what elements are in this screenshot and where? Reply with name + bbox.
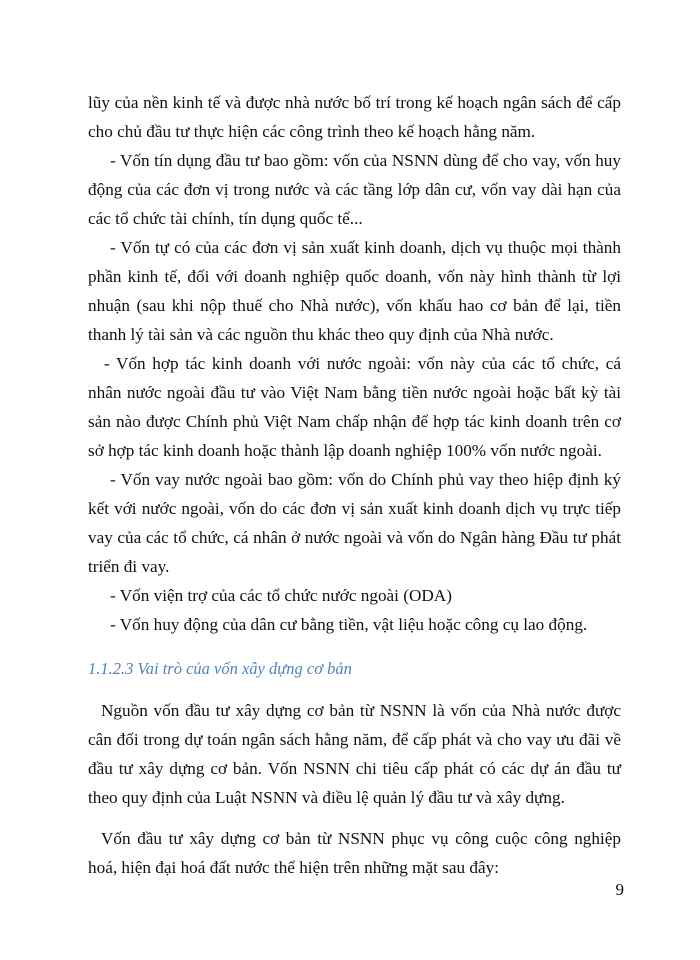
list-item-public-mobilization: - Vốn huy động của dân cư bằng tiền, vật liệu hoặc công cụ lao động. xyxy=(110,615,588,634)
body-paragraph-industrialization: Vốn đầu tư xây dựng cơ bản từ NSNN phục vụ công cuộc công nghiệp hoá, hiện đại hoá đất nước thể hiện trên những mặt sau đây: xyxy=(88,829,621,877)
body-paragraph-budget: Nguồn vốn đầu tư xây dựng cơ bản từ NSNN là vốn của Nhà nước được cân đối trong dự toán ngân sách hằng năm, để cấp phát và cho vay ưu đãi về đầu tư xây dựng cơ bản. Vốn NSNN chi tiêu cấp phát có các dự án đầu tư theo quy định của Luật NSNN và điều lệ quản lý đầu tư và xây dựng. xyxy=(88,701,621,807)
list-item-credit-capital: - Vốn tín dụng đầu tư bao gồm: vốn của NSNN dùng để cho vay, vốn huy động của các đơn vị trong nước và các tầng lớp dân cư, vốn vay dài hạn của các tổ chức tài chính, tín dụng quốc tế... xyxy=(88,151,621,228)
list-item-foreign-loans: - Vốn vay nước ngoài bao gồm: vốn do Chính phủ vay theo hiệp định ký kết với nước ngoài, vốn do các đơn vị sản xuất kinh doanh dịch vụ trực tiếp vay của các tổ chức, cá nhân ở nước ngoài và vốn do Ngân hàng Đầu tư phát triển đi vay. xyxy=(88,470,621,576)
page-number: 9 xyxy=(615,880,624,899)
section-heading: 1.1.2.3 Vai trò của vốn xây dựng cơ bản xyxy=(88,659,352,678)
page-body xyxy=(88,88,621,882)
list-item-own-capital: - Vốn tự có của các đơn vị sản xuất kinh doanh, dịch vụ thuộc mọi thành phần kinh tế, đối với doanh nghiệp quốc doanh, vốn này hình thành từ lợi nhuận (sau khi nộp thuế cho Nhà nước), vốn khấu hao cơ bản để lại, tiền thanh lý tài sản và các nguồn thu khác theo quy định của Nhà nước. xyxy=(88,238,621,344)
list-item-foreign-cooperation: - Vốn hợp tác kinh doanh với nước ngoài: vốn này của các tổ chức, cá nhân nước ngoài đầu tư vào Việt Nam bằng tiền nước ngoài hoặc bất kỳ tài sản nào được Chính phủ Việt Nam chấp nhận để hợp tác kinh doanh trên cơ sở hợp tác kinh doanh hoặc thành lập doanh nghiệp 100% vốn nước ngoài. xyxy=(88,354,621,460)
paragraph-continuation: lũy của nền kinh tế và được nhà nước bố trí trong kế hoạch ngân sách để cấp cho chủ đầu tư thực hiện các công trình theo kế hoạch hằng năm. xyxy=(88,93,621,141)
list-item-oda: - Vốn viện trợ của các tổ chức nước ngoài (ODA) xyxy=(110,586,452,605)
